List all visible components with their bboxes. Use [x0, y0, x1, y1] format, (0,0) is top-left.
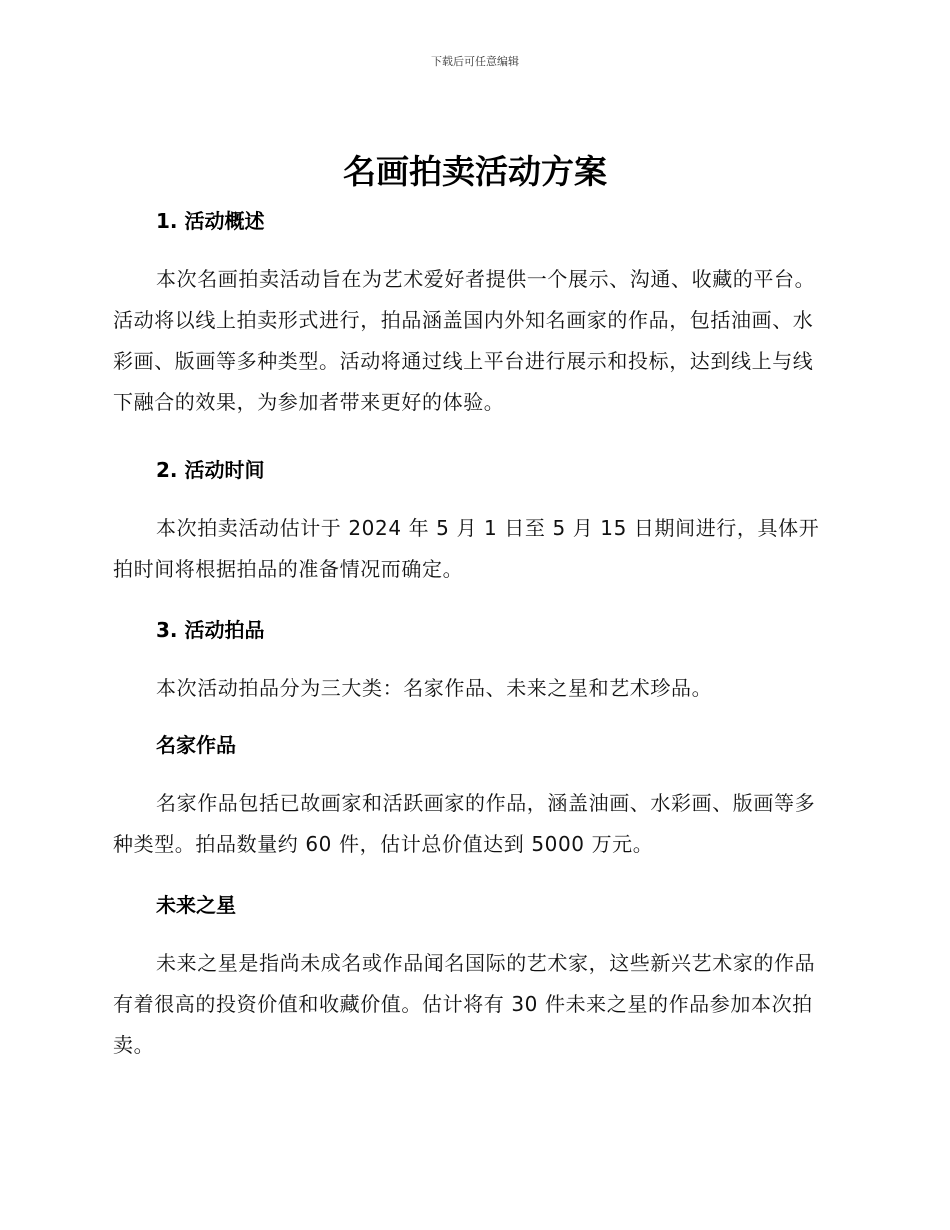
section-paragraph-rising-stars: 未来之星是指尚未成名或作品闻名国际的艺术家，这些新兴艺术家的作品有着很高的投资价值和收藏价值。估计将有 30 件未来之星的作品参加本次拍卖。	[113, 951, 816, 1057]
section-heading-lots: 3. 活动拍品	[156, 618, 265, 642]
section-heading-masters: 名家作品	[156, 733, 236, 757]
section-heading-overview: 1. 活动概述	[156, 209, 265, 233]
section-paragraph-masters: 名家作品包括已故画家和活跃画家的作品，涵盖油画、水彩画、版画等多种类型。拍品数量约 60 件，估计总价值达到 5000 万元。	[113, 791, 816, 856]
header-note: 下载后可任意编辑	[431, 55, 519, 68]
section-heading-time: 2. 活动时间	[156, 458, 265, 482]
document-title: 名画拍卖活动方案	[343, 152, 607, 191]
section-heading-rising-stars: 未来之星	[156, 893, 236, 917]
section-paragraph-lots: 本次活动拍品分为三大类：名家作品、未来之星和艺术珍品。	[156, 676, 713, 700]
section-paragraph-overview: 本次名画拍卖活动旨在为艺术爱好者提供一个展示、沟通、收藏的平台。活动将以线上拍卖形式进行，拍品涵盖国内外知名画家的作品，包括油画、水彩画、版画等多种类型。活动将通过线上平台进行展示和投标，达到线上与线下融合的效果，为参加者带来更好的体验。	[113, 267, 816, 414]
section-paragraph-time: 本次拍卖活动估计于 2024 年 5 月 1 日至 5 月 15 日期间进行，具体开拍时间将根据拍品的准备情况而确定。	[113, 516, 820, 581]
